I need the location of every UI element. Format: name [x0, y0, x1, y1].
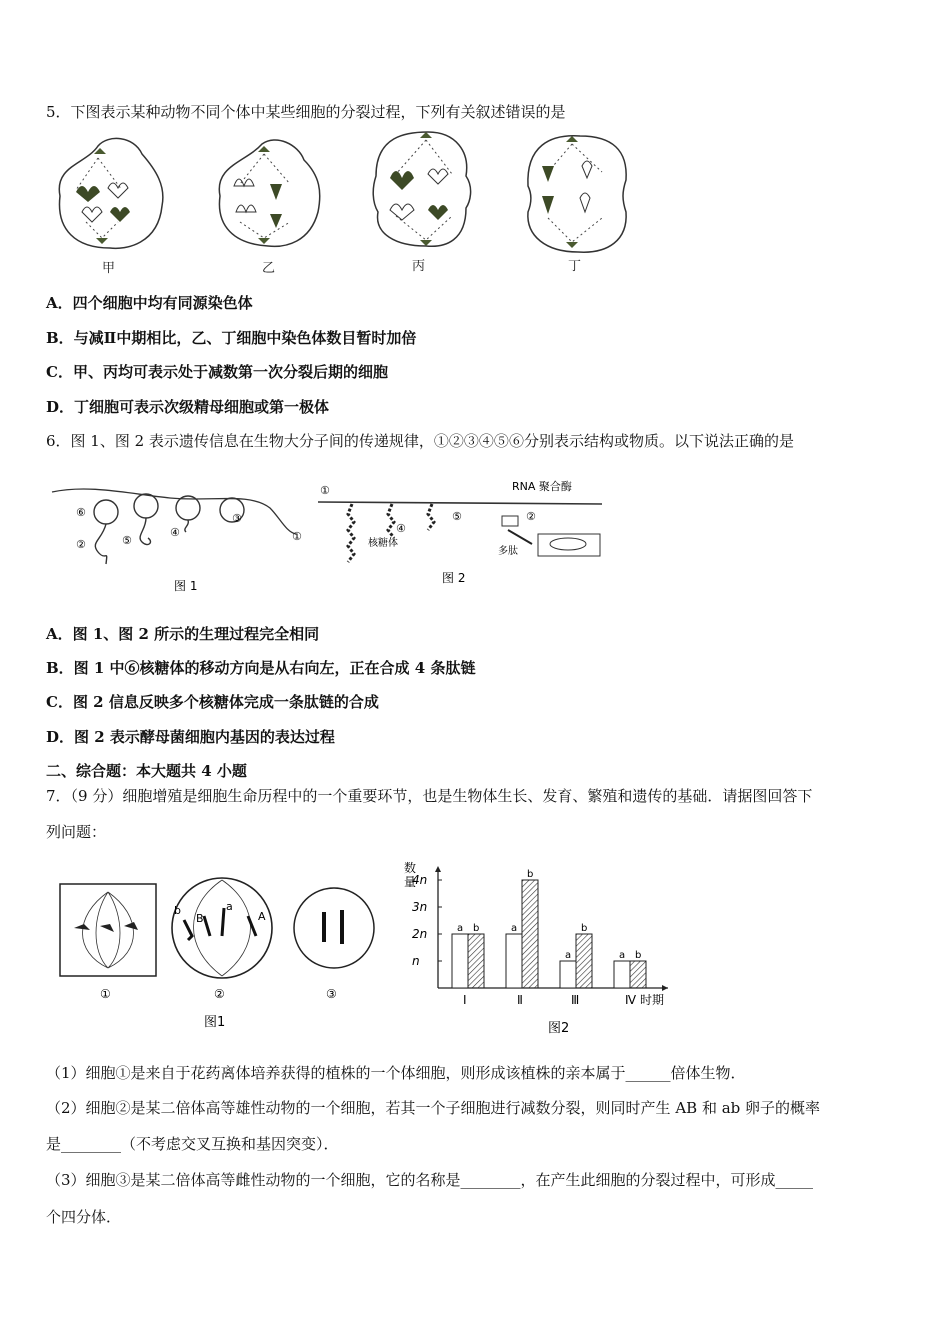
bar-b: [468, 934, 484, 988]
y-tick-label: 2n: [412, 927, 428, 941]
y-tick-label: 3n: [412, 900, 428, 914]
gene-label-B: B: [196, 912, 204, 925]
y-axis-arrow: [435, 866, 441, 872]
bar-data-label: a: [619, 950, 626, 961]
gene-label-a: a: [226, 900, 233, 913]
q7-sub-3-line1: （3）细胞③是某二倍体高等雌性动物的一个细胞，它的名称是________，在产生此细胞的分裂过程中，可形成_____: [46, 1171, 814, 1189]
fig1-label-2: ②: [76, 538, 86, 551]
q6-option-b: B．图 1 中⑥核糖体的移动方向是从右向左，正在合成 4 条肽链: [46, 659, 476, 677]
bar-a: [452, 934, 468, 988]
bar-data-label: a: [511, 923, 518, 934]
bar-a: [506, 934, 522, 988]
y-axis-label: 量: [404, 875, 417, 889]
q5-option-b: B．与减Ⅱ中期相比，乙、丁细胞中染色体数目暂时加倍: [46, 329, 417, 347]
cell-ding-figure: [520, 126, 640, 276]
fig1-cell-label-2: ②: [214, 987, 225, 1001]
q7-sub-2-line1: （2）细胞②是某二倍体高等雄性动物的一个细胞，若其一个子细胞进行减数分裂，则同时产生 AB 和 ab 卵子的概率: [46, 1099, 821, 1117]
bar-data-label: b: [581, 923, 588, 934]
q7-sub-2-line2: 是________（不考虑交叉互换和基因突变）．: [46, 1135, 339, 1153]
caption-jia: 甲: [102, 261, 116, 276]
fig2-label-ribosome: 核糖体: [368, 538, 398, 549]
q7-fig1-caption: 图1: [204, 1015, 226, 1030]
fig1-cell-label-3: ③: [326, 987, 337, 1001]
x-axis-label: 时期: [640, 993, 665, 1007]
q6-figure-2: [312, 474, 612, 594]
x-tick-label: Ⅳ: [625, 993, 637, 1007]
q5-stem: 5．下图表示某种动物不同个体中某些细胞的分裂过程，下列有关叙述错误的是: [46, 103, 566, 121]
q7-stem-line2: 列问题：: [46, 823, 107, 841]
caption-bing: 丙: [412, 259, 426, 274]
fig2-label-1: ①: [320, 484, 330, 497]
q6-figure-1: [50, 478, 310, 598]
y-tick-label: 4n: [412, 873, 428, 887]
caption-ding: 丁: [568, 259, 582, 274]
bar-b: [630, 961, 646, 988]
fig1-label-5: ⑤: [122, 534, 132, 547]
fig1-cell-label-1: ①: [100, 987, 111, 1001]
bar-data-label: a: [457, 923, 464, 934]
x-tick-label: Ⅲ: [571, 993, 580, 1007]
q7-sub-1: （1）细胞①是来自于花药离体培养获得的植株的一个体细胞，则形成该植株的亲本属于______倍体生物．: [46, 1064, 746, 1082]
q6-option-d: D．图 2 表示酵母菌细胞内基因的表达过程: [46, 728, 335, 746]
fig2-label-rna-pol: RNA 聚合酶: [512, 480, 572, 493]
q7-figure-1: [54, 876, 384, 1036]
fig2-label-4: ④: [396, 522, 406, 535]
fig2-label-peptide: 多肽: [498, 546, 518, 557]
cell-yi: [219, 140, 320, 246]
fig1-label-3: ③: [232, 512, 242, 525]
bar-data-label: a: [565, 950, 572, 961]
q5-cell-figure: [46, 126, 486, 278]
chart-title: 图2: [548, 1021, 570, 1036]
q5-option-d: D．丁细胞可表示次级精母细胞或第一极体: [46, 398, 330, 416]
fig1-label-4: ④: [170, 526, 180, 539]
q7-sub-3-line2: 个四分体．: [46, 1208, 122, 1226]
x-axis-arrow: [662, 985, 668, 991]
fig2-label-5: ⑤: [452, 510, 462, 523]
cell-bing: [373, 132, 470, 246]
x-tick-label: Ⅰ: [463, 993, 467, 1007]
bar-b: [522, 880, 538, 988]
fig2-label-2: ②: [526, 510, 536, 523]
y-axis-label: 数: [404, 861, 417, 875]
bar-data-label: b: [635, 950, 642, 961]
bar-a: [560, 961, 576, 988]
x-tick-label: Ⅱ: [517, 993, 523, 1007]
y-tick-label: n: [412, 954, 420, 968]
q5-option-c: C．甲、丙均可表示处于减数第一次分裂后期的细胞: [46, 363, 388, 381]
gene-label-A: A: [258, 910, 266, 923]
q7-stem-line1: 7．（9 分）细胞增殖是细胞生命历程中的一个重要环节，也是生物体生长、发育、繁殖和遗传的基础．请据图回答下: [46, 787, 813, 805]
fig1-label-1: ①: [292, 530, 302, 543]
bar-b: [576, 934, 592, 988]
gene-label-b: b: [174, 904, 181, 917]
caption-yi: 乙: [262, 261, 276, 276]
bar-data-label: b: [527, 869, 534, 880]
q6-option-c: C．图 2 信息反映多个核糖体完成一条肽链的合成: [46, 693, 379, 711]
fig1-caption: 图 1: [174, 579, 198, 593]
q5-option-a: A．四个细胞中均有同源染色体: [46, 294, 253, 312]
q6-stem: 6．图 1、图 2 表示遗传信息在生物大分子间的传递规律，①②③④⑤⑥分别表示结构或物质。以下说法正确的是: [46, 432, 794, 450]
bar-data-label: b: [473, 923, 480, 934]
fig1-label-6: ⑥: [76, 506, 86, 519]
fig2-caption: 图 2: [442, 571, 466, 585]
q6-option-a: A．图 1、图 2 所示的生理过程完全相同: [46, 625, 320, 643]
q7-bar-chart: [398, 858, 698, 1038]
bar-a: [614, 961, 630, 988]
section-2-heading: 二、综合题：本大题共 4 小题: [46, 762, 247, 780]
cell-jia: [59, 138, 163, 248]
